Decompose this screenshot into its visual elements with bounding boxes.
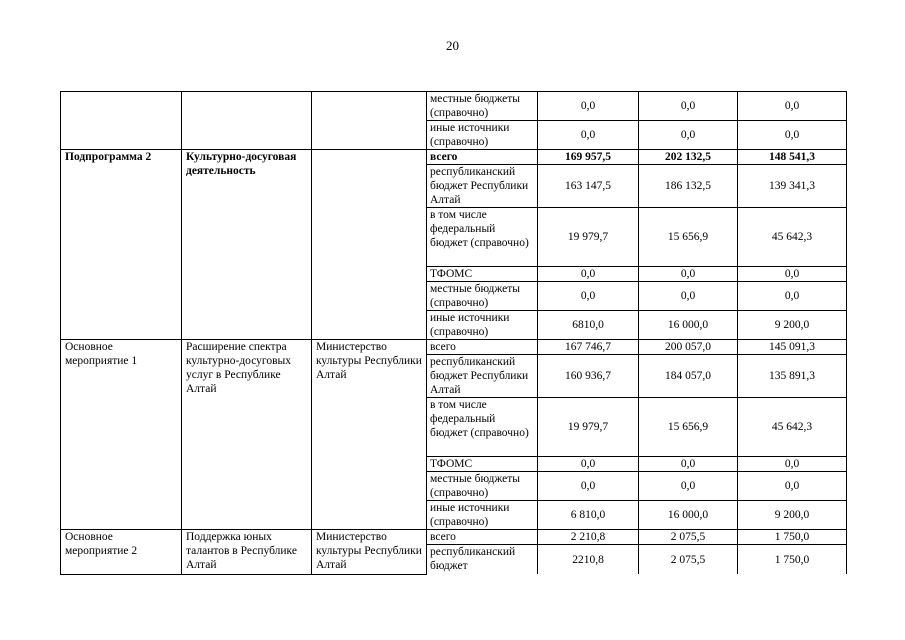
table-row xyxy=(61,150,847,165)
value-cell: 0,0 xyxy=(738,92,847,121)
value-cell: 169 957,5 xyxy=(538,150,639,165)
executor-cell xyxy=(312,92,427,150)
value-cell: 0,0 xyxy=(538,472,639,501)
value-cell: 0,0 xyxy=(538,282,639,311)
value-cell: 9 200,0 xyxy=(738,311,847,340)
value-cell: 15 656,9 xyxy=(639,208,738,267)
value-cell: 0,0 xyxy=(538,121,639,150)
source-cell: местные бюджеты (справочно) xyxy=(427,472,538,501)
code-cell: Основное мероприятие 1 xyxy=(61,340,182,530)
value-cell: 0,0 xyxy=(738,457,847,472)
value-cell: 160 936,7 xyxy=(538,355,639,398)
name-cell: Расширение спектра культурно-досуговых услуг в Республике Алтай xyxy=(182,340,312,530)
source-cell: местные бюджеты (справочно) xyxy=(427,92,538,121)
source-cell: республиканский бюджет Республики Алтай xyxy=(427,355,538,398)
value-cell: 19 979,7 xyxy=(538,398,639,457)
value-cell: 19 979,7 xyxy=(538,208,639,267)
source-cell: местные бюджеты (справочно) xyxy=(427,282,538,311)
value-cell: 2 075,5 xyxy=(639,530,738,545)
value-cell: 139 341,3 xyxy=(738,165,847,208)
table-row xyxy=(61,530,847,545)
source-cell: всего xyxy=(427,340,538,355)
code-cell xyxy=(61,92,182,150)
value-cell: 45 642,3 xyxy=(738,398,847,457)
name-cell: Поддержка юных талантов в Республике Алтай xyxy=(182,530,312,575)
executor-cell: Министерство культуры Республики Алтай xyxy=(312,530,427,575)
name-cell xyxy=(182,92,312,150)
code-cell: Основное мероприятие 2 xyxy=(61,530,182,575)
value-cell: 9 200,0 xyxy=(738,501,847,530)
source-cell: иные источники (справочно) xyxy=(427,311,538,340)
source-cell: в том числе федеральный бюджет (справочно) xyxy=(427,398,538,457)
value-cell: 145 091,3 xyxy=(738,340,847,355)
value-cell: 186 132,5 xyxy=(639,165,738,208)
value-cell: 0,0 xyxy=(639,472,738,501)
value-cell: 0,0 xyxy=(639,282,738,311)
source-cell: всего xyxy=(427,150,538,165)
value-cell: 16 000,0 xyxy=(639,501,738,530)
value-cell: 6810,0 xyxy=(538,311,639,340)
executor-cell: Министерство культуры Республики Алтай xyxy=(312,340,427,530)
value-cell: 0,0 xyxy=(639,92,738,121)
value-cell: 0,0 xyxy=(738,282,847,311)
source-cell: ТФОМС xyxy=(427,267,538,282)
value-cell: 0,0 xyxy=(639,457,738,472)
source-cell: республиканский бюджет Республики Алтай xyxy=(427,165,538,208)
value-cell: 167 746,7 xyxy=(538,340,639,355)
budget-table xyxy=(60,91,847,575)
value-cell: 2210,8 xyxy=(538,545,639,575)
page-number: 20 xyxy=(446,38,459,53)
value-cell: 184 057,0 xyxy=(639,355,738,398)
name-cell: Культурно-досуговая деятельность xyxy=(182,150,312,340)
value-cell: 135 891,3 xyxy=(738,355,847,398)
source-cell: всего xyxy=(427,530,538,545)
value-cell: 0,0 xyxy=(538,267,639,282)
value-cell: 45 642,3 xyxy=(738,208,847,267)
value-cell: 200 057,0 xyxy=(639,340,738,355)
source-cell: ТФОМС xyxy=(427,457,538,472)
value-cell: 163 147,5 xyxy=(538,165,639,208)
value-cell: 0,0 xyxy=(639,121,738,150)
value-cell: 0,0 xyxy=(538,457,639,472)
source-cell: республиканский бюджет xyxy=(427,545,538,575)
source-cell: в том числе федеральный бюджет (справочно) xyxy=(427,208,538,267)
value-cell: 0,0 xyxy=(639,267,738,282)
value-cell: 2 210,8 xyxy=(538,530,639,545)
value-cell: 16 000,0 xyxy=(639,311,738,340)
value-cell: 148 541,3 xyxy=(738,150,847,165)
value-cell: 0,0 xyxy=(738,267,847,282)
table-row xyxy=(61,340,847,355)
value-cell: 202 132,5 xyxy=(639,150,738,165)
executor-cell xyxy=(312,150,427,340)
value-cell: 15 656,9 xyxy=(639,398,738,457)
value-cell: 1 750,0 xyxy=(738,530,847,545)
value-cell: 0,0 xyxy=(538,92,639,121)
source-cell: иные источники (справочно) xyxy=(427,121,538,150)
table-row xyxy=(61,92,847,121)
code-cell: Подпрограмма 2 xyxy=(61,150,182,340)
source-cell: иные источники (справочно) xyxy=(427,501,538,530)
value-cell: 0,0 xyxy=(738,472,847,501)
value-cell: 6 810,0 xyxy=(538,501,639,530)
value-cell: 1 750,0 xyxy=(738,545,847,575)
value-cell: 2 075,5 xyxy=(639,545,738,575)
value-cell: 0,0 xyxy=(738,121,847,150)
